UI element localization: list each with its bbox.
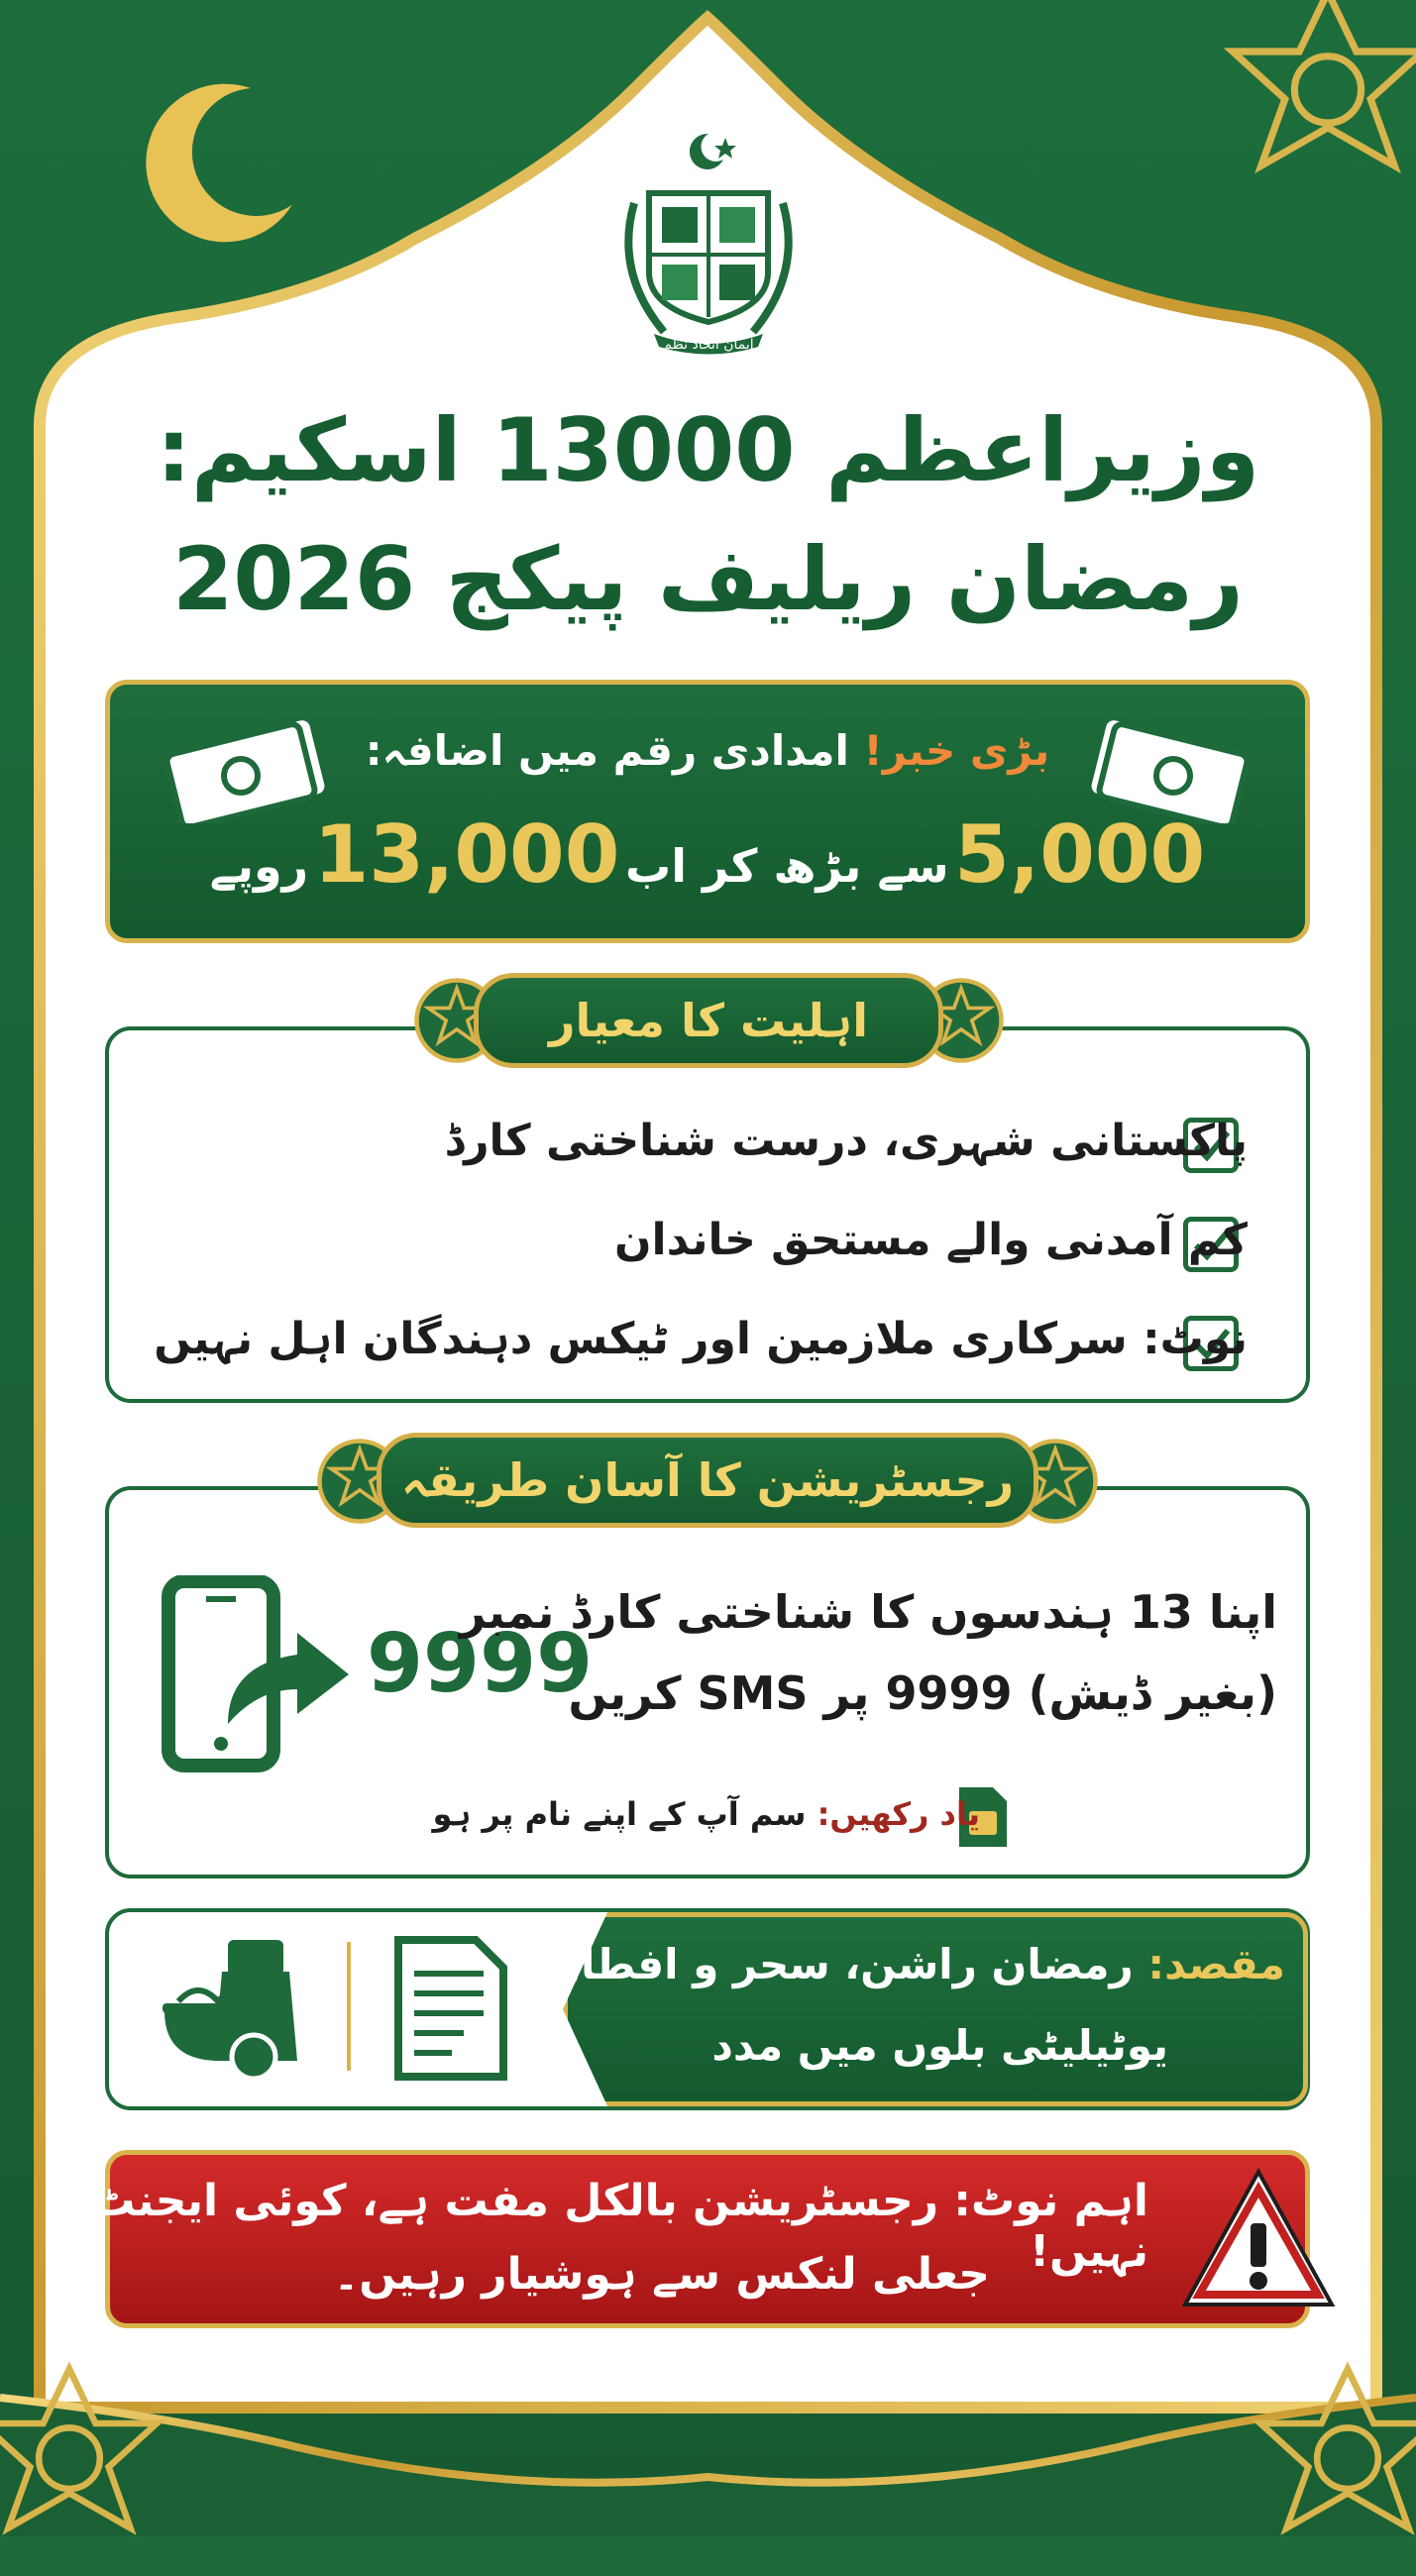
registration-instruction-line1: اپنا 13 ہندسوں کا شناختی کارڈ نمبر (459, 1585, 1277, 1639)
purpose-line1: رمضان راشن، سحر و افطار، (540, 1940, 1134, 1988)
reminder-label: یاد رکھیں: (817, 1795, 980, 1833)
star-ornament (0, 2358, 178, 2576)
banner-lead-text: امدادی رقم میں اضافہ: (365, 726, 849, 775)
eligibility-item: پاکستانی شہری، درست شناختی کارڈ (444, 1116, 1248, 1166)
phone-icon (159, 1575, 357, 1773)
registration-code: 9999 (367, 1617, 594, 1711)
warning-icon (1179, 2164, 1338, 2312)
cash-icon (1087, 714, 1251, 823)
news-banner (105, 680, 1310, 943)
state-emblem (595, 124, 822, 362)
page-title-line2: رمضان ریلیف پیکج 2026 (172, 528, 1244, 630)
banner-currency: روپے (209, 839, 309, 893)
star-ornament (1239, 2358, 1416, 2576)
emblem-motto: ایمان اتحاد نظم (663, 337, 754, 353)
arrow-icon (228, 1633, 349, 1724)
food-icon (159, 1932, 317, 2081)
reminder-text: سم آپ کے اپنے نام پر ہو (432, 1795, 807, 1833)
purpose-label: مقصد: (1147, 1940, 1285, 1988)
warning-line1: اہم نوٹ: رجسٹریشن بالکل مفت ہے، کوئی ایجنٹ نہیں! (91, 2176, 1148, 2277)
warning-line2: جعلی لنکس سے ہوشیار رہیں۔ (333, 2249, 990, 2300)
star-ornament (1209, 0, 1416, 218)
cash-icon (164, 714, 328, 823)
eligibility-item: کم آمدنی والے مستحق خاندان (613, 1215, 1248, 1265)
banner-to-amount: 13,000 (313, 808, 620, 901)
registration-instruction-line2: (بغیر ڈیش) 9999 پر SMS کریں (568, 1666, 1277, 1720)
eligibility-heading: اہلیت کا معیار (474, 973, 943, 1068)
crescent-icon (119, 69, 307, 258)
divider (347, 1942, 351, 2071)
banner-lead-red: بڑی خبر! (863, 726, 1050, 775)
eligibility-item: نوٹ: سرکاری ملازمین اور ٹیکس دہندگان اہل نہیں (154, 1314, 1248, 1364)
registration-heading: رجسٹریشن کا آسان طریقہ (377, 1433, 1038, 1528)
page-title-line1: وزیراعظم 13000 اسکیم: (156, 399, 1260, 501)
purpose-line2: یوٹیلیٹی بلوں میں مدد (711, 2021, 1168, 2070)
bill-icon (392, 1934, 511, 2083)
banner-connector: سے بڑھ کر اب (624, 839, 949, 893)
banner-from-amount: 5,000 (954, 808, 1206, 901)
